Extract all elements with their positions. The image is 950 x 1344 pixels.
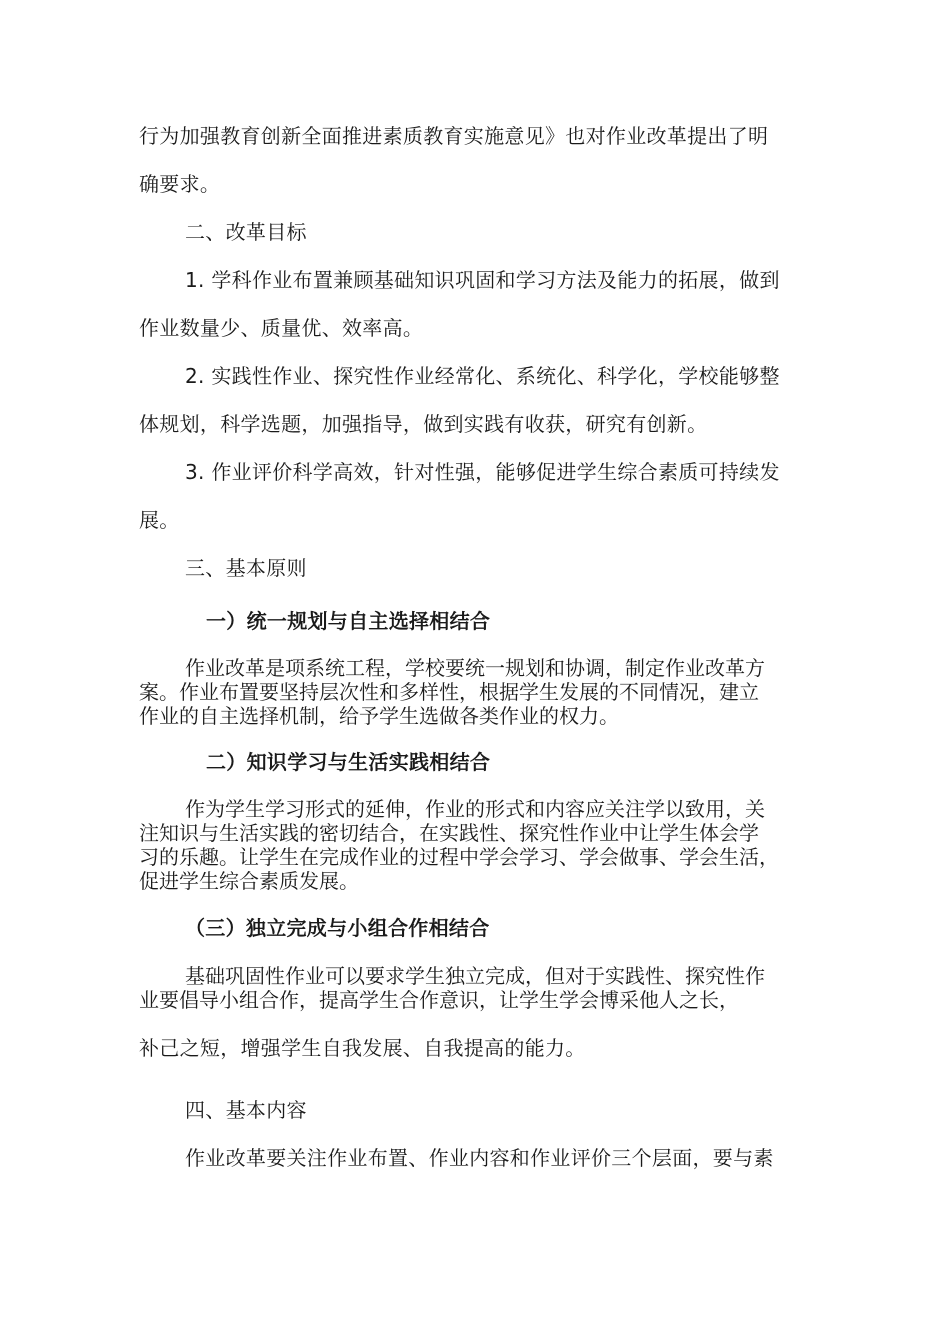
goal-item-3: 3. 作业评价科学高效，针对性强，能够促进学生综合素质可持续发 <box>185 460 780 484</box>
body-text-line: 作业数量少、质量优、效率高。 <box>139 316 424 340</box>
body-text-line: 展。 <box>139 508 180 532</box>
subheading-principle-2: 二）知识学习与生活实践相结合 <box>206 750 491 774</box>
body-text-line: 促进学生综合素质发展。 <box>139 869 359 893</box>
section-heading-principles: 三、基本原则 <box>185 556 307 580</box>
section-heading-content: 四、基本内容 <box>185 1098 307 1122</box>
goal-item-2: 2. 实践性作业、探究性作业经常化、系统化、科学化，学校能够整 <box>185 364 780 388</box>
body-text-line: 补己之短，增强学生自我发展、自我提高的能力。 <box>139 1036 586 1060</box>
subheading-principle-3: （三）独立完成与小组合作相结合 <box>185 916 490 940</box>
subheading-principle-1: 一）统一规划与自主选择相结合 <box>206 609 491 633</box>
body-text-line: 注知识与生活实践的密切结合，在实践性、探究性作业中让学生体会学 <box>139 821 759 845</box>
body-text-line: 作业改革是项系统工程，学校要统一规划和协调，制定作业改革方 <box>185 656 765 680</box>
section-heading-goals: 二、改革目标 <box>185 220 307 244</box>
body-text-line: 作业的自主选择机制，给予学生选做各类作业的权力。 <box>139 704 619 728</box>
body-text-line: 体规划，科学选题，加强指导，做到实践有收获，研究有创新。 <box>139 412 708 436</box>
body-text-line: 业要倡导小组合作，提高学生合作意识，让学生学会博采他人之长， <box>139 988 739 1012</box>
body-text-line: 习的乐趣。让学生在完成作业的过程中学会学习、学会做事、学会生活， <box>139 845 779 869</box>
body-text-line: 作业改革要关注作业布置、作业内容和作业评价三个层面，要与素 <box>185 1146 774 1170</box>
body-text-line: 行为加强教育创新全面推进素质教育实施意见》也对作业改革提出了明 <box>139 124 769 148</box>
goal-item-1: 1. 学科作业布置兼顾基础知识巩固和学习方法及能力的拓展，做到 <box>185 268 780 292</box>
body-text-line: 确要求。 <box>139 172 221 196</box>
body-text-line: 作为学生学习形式的延伸，作业的形式和内容应关注学以致用，关 <box>185 797 765 821</box>
body-text-line: 基础巩固性作业可以要求学生独立完成，但对于实践性、探究性作 <box>185 964 765 988</box>
body-text-line: 案。作业布置要坚持层次性和多样性，根据学生发展的不同情况，建立 <box>139 680 759 704</box>
